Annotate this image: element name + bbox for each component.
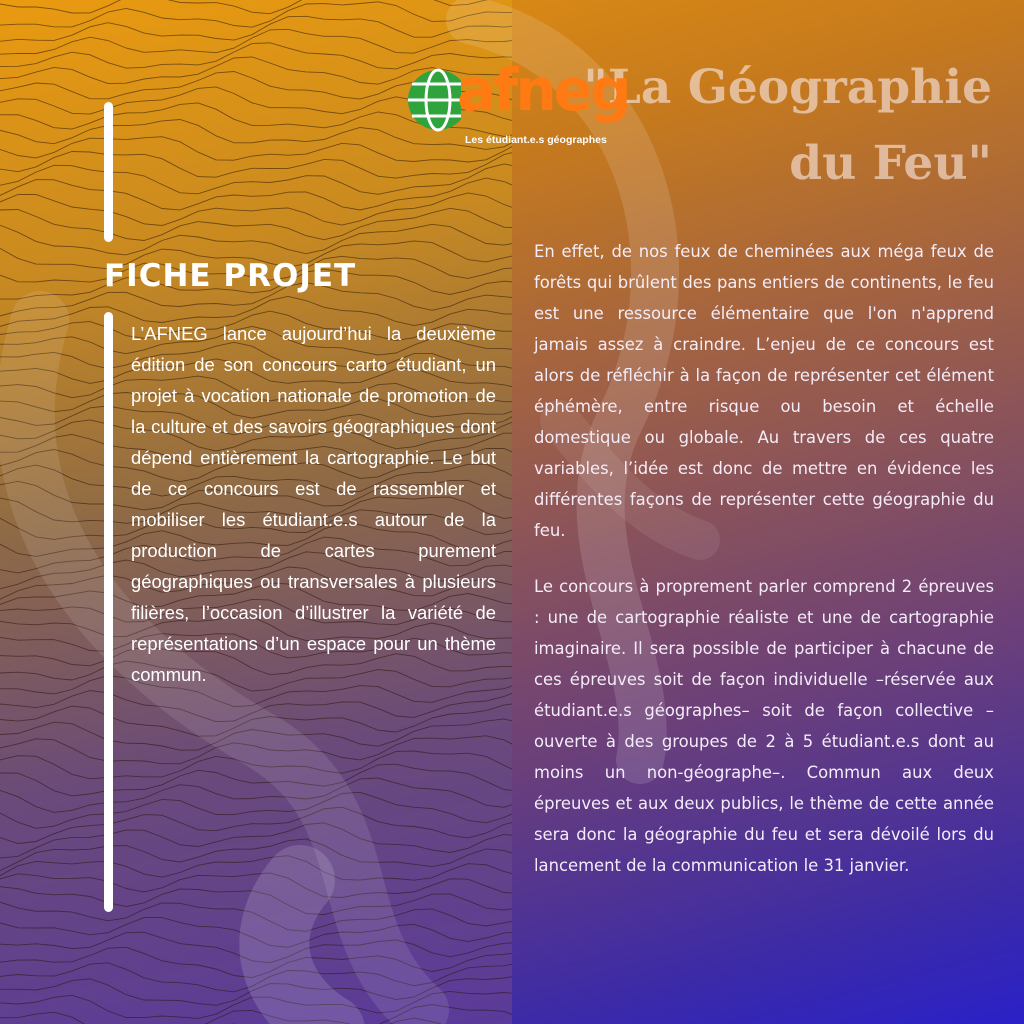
vertical-bar-bottom: [104, 312, 113, 912]
project-paragraph: L’AFNEG lance aujourd’hui la deuxième édition de son concours carto étudiant, un projet à vocation nationale de promotion de la culture et des savoirs géographiques dont dépend entièrement la cartographie. Le but de ce concours est de rassembler et mobiliser les étudiant.e.s autour de la production de cartes purement géographiques ou transversales à plusieurs filières, l’occasion d’illustrer la variété de représentations d’un espace pour un thème commun.: [131, 323, 496, 685]
section-title: FICHE PROJET: [104, 258, 357, 294]
quote-line-1: "La Géographie: [583, 60, 992, 115]
vertical-bar-top: [104, 102, 113, 242]
theme-description: [534, 236, 994, 906]
theme-paragraph-2: Le concours à proprement parler comprend 2 épreuves : une de cartographie réaliste et une de cartographie imaginaire. Il sera possible de participer à chacune de ces épreuves soit de façon individuelle –réservée aux étudiant.e.s géographes– soit de façon collective –ouverte à des groupes de 2 à 5 étudiant.e.s dont au moins un non-géographe–. Commun aux deux épreuves et aux deux publics, le thème de cette année sera donc la géographie du feu et sera dévoilé lors du lancement de la communication le 31 janvier.: [534, 577, 994, 875]
logo-tagline: Les étudiant.e.s géographes: [465, 134, 607, 146]
afneg-logo: [405, 56, 629, 150]
globe-icon: [405, 62, 461, 140]
project-description: [131, 318, 496, 690]
logo-wordmark: afneg: [457, 56, 629, 124]
quote-line-2: du Feu": [789, 136, 992, 191]
theme-paragraph-1: En effet, de nos feux de cheminées aux méga feux de forêts qui brûlent des pans entiers de continents, le feu est une ressource élémentaire que l'on n'apprend jamais assez à craindre. L’enjeu de ce concours est alors de réfléchir à la façon de représenter cet élément éphémère, entre risque ou besoin et échelle domestique ou globale. Au travers de ces quatre variables, l’idée est donc de mettre en évidence les différentes façons de représenter cette géographie du feu.: [534, 242, 994, 540]
